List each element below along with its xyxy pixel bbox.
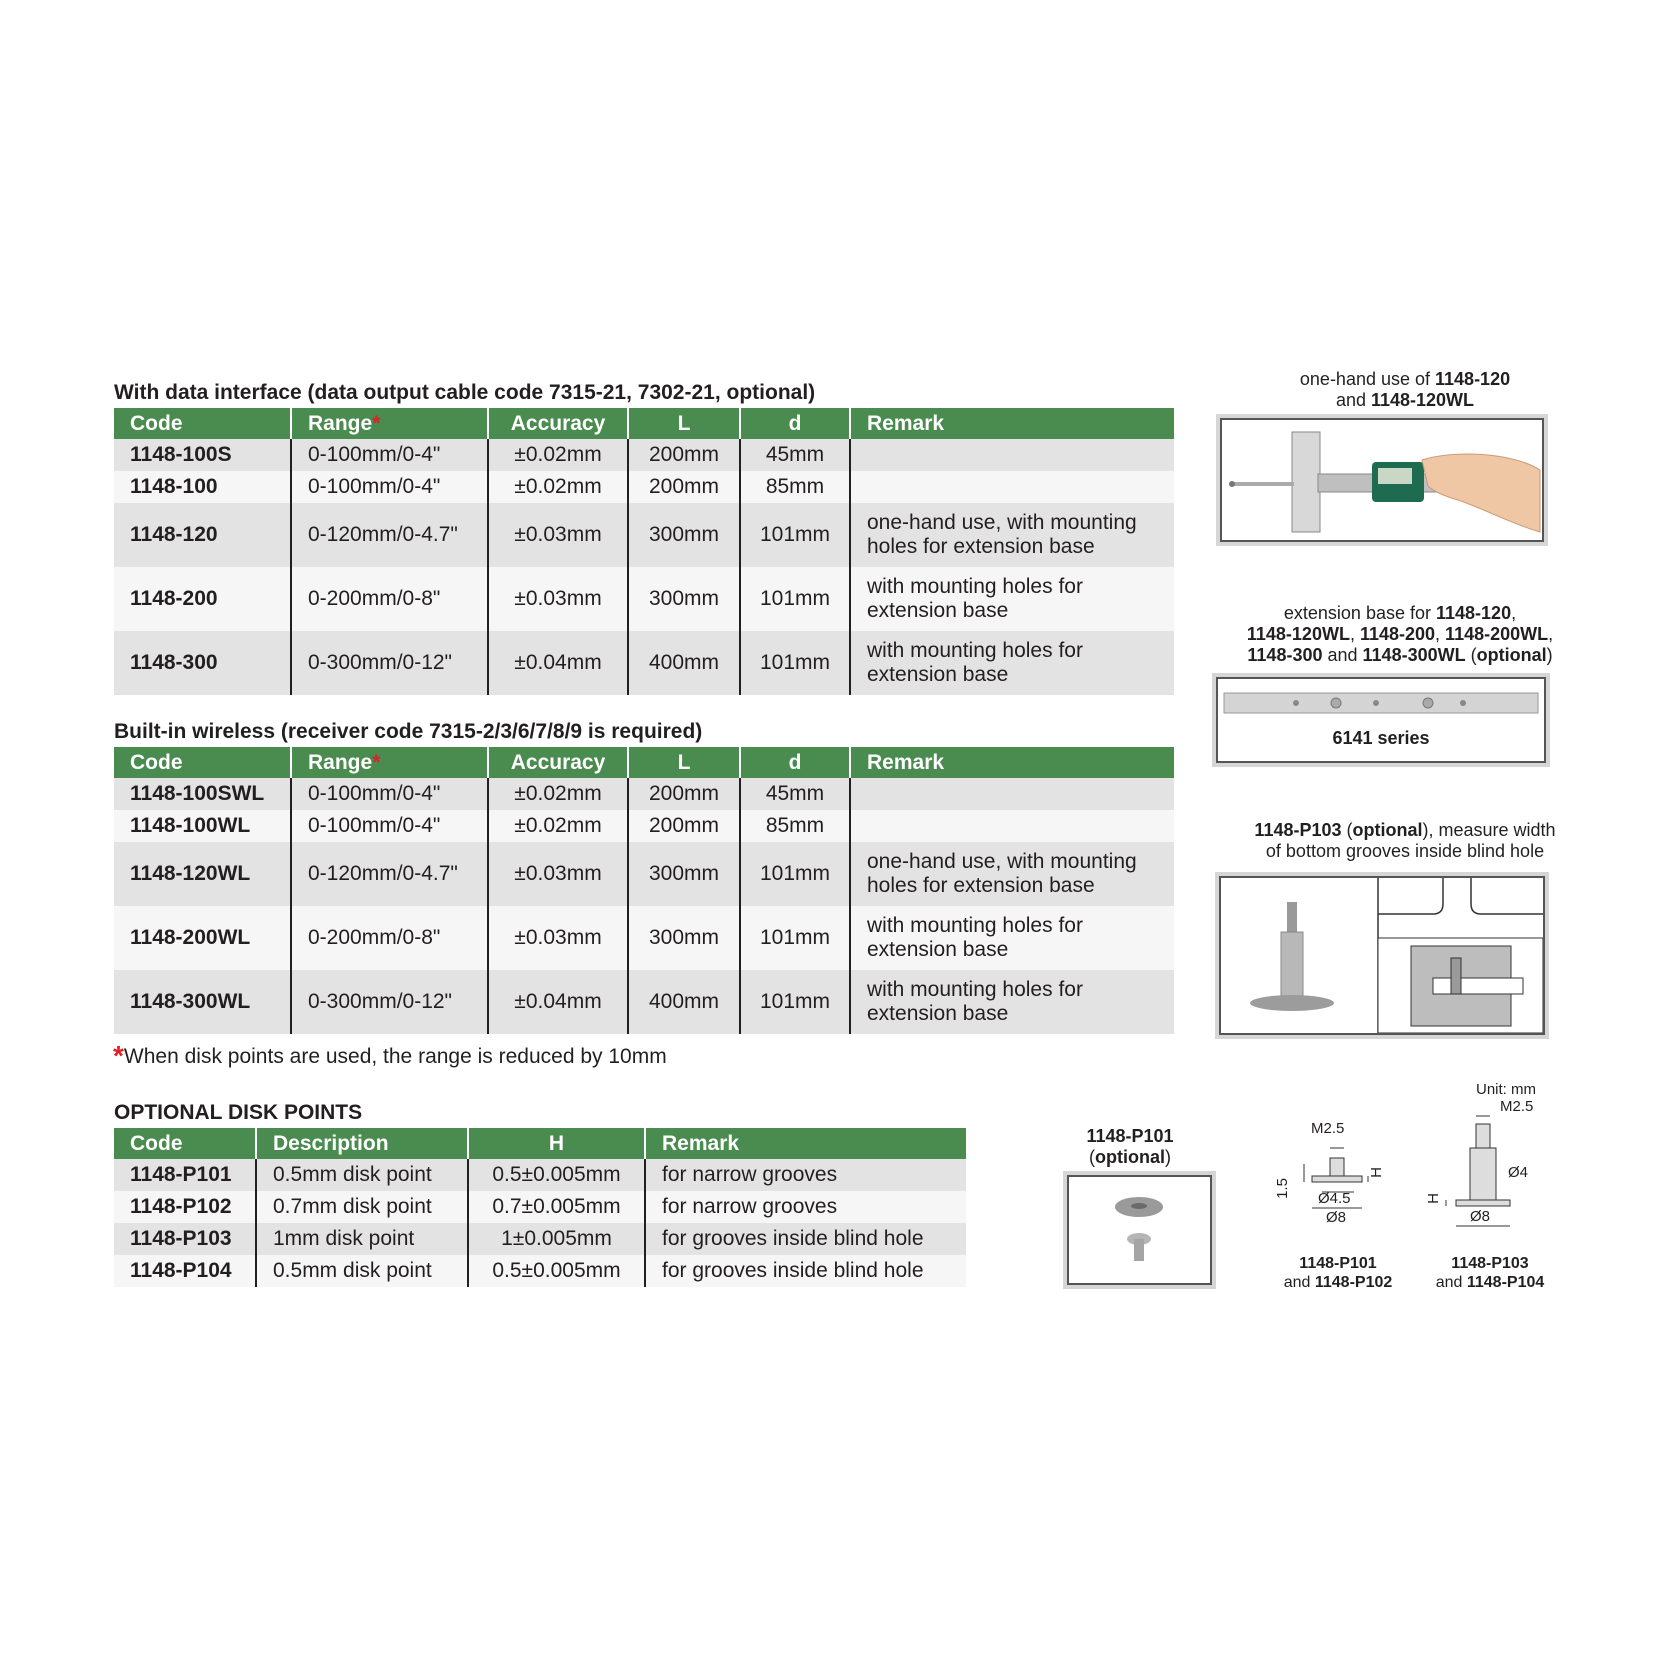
height-label: H xyxy=(1367,1167,1385,1178)
description-cell: 0.5mm disk point xyxy=(256,1255,468,1287)
disk-diameter-label: Ø8 xyxy=(1470,1208,1491,1225)
thread-label: M2.5 xyxy=(1500,1098,1534,1115)
code-cell: 1148-100WL xyxy=(114,810,291,842)
hand-icon xyxy=(1422,454,1540,532)
col-range: Range* xyxy=(291,747,488,778)
length-cell: 300mm xyxy=(628,906,740,970)
data-interface-table xyxy=(114,408,1174,695)
accuracy-cell: ±0.02mm xyxy=(488,810,628,842)
range-cell: 0-100mm/0-4" xyxy=(291,439,488,471)
accuracy-cell: ±0.04mm xyxy=(488,631,628,695)
thickness-label: 1.5 xyxy=(1273,1178,1291,1199)
disk-points-table xyxy=(114,1128,966,1287)
remark-cell: for narrow grooves xyxy=(645,1159,966,1191)
depth-cell: 101mm xyxy=(740,631,850,695)
extension-base-illustration xyxy=(1218,679,1544,719)
depth-cell: 45mm xyxy=(740,778,850,810)
data-interface-title: With data interface (data output cable code 7315-21, 7302-21, optional) xyxy=(114,381,816,404)
range-cell: 0-200mm/0-8" xyxy=(291,906,488,970)
depth-cell: 101mm xyxy=(740,970,850,1034)
length-cell: 300mm xyxy=(628,503,740,567)
table-row xyxy=(114,439,1174,471)
description-cell: 0.5mm disk point xyxy=(256,1159,468,1191)
table-header-row xyxy=(114,1128,966,1159)
length-cell: 200mm xyxy=(628,471,740,503)
code-cell: 1148-200WL xyxy=(114,906,291,970)
table-row xyxy=(114,970,1174,1034)
length-cell: 400mm xyxy=(628,970,740,1034)
table-row xyxy=(114,471,1174,503)
code-cell: 1148-100SWL xyxy=(114,778,291,810)
table-row xyxy=(114,567,1174,631)
table-header-row xyxy=(114,408,1174,439)
table-row xyxy=(114,810,1174,842)
onehand-caption: one-hand use of 1148-120 and 1148-120WL xyxy=(1299,369,1511,410)
remark-cell xyxy=(850,439,1174,471)
table-row xyxy=(114,1159,966,1191)
range-cell: 0-200mm/0-8" xyxy=(291,567,488,631)
unit-label: Unit: mm xyxy=(1476,1081,1536,1098)
remark-cell xyxy=(850,567,1174,631)
col-h: H xyxy=(468,1128,645,1159)
remark-line: one-hand use, with mounting xyxy=(867,511,1137,534)
disk-points-title: OPTIONAL DISK POINTS xyxy=(114,1101,363,1124)
code-cell: 1148-100S xyxy=(114,439,291,471)
extension-base-photo xyxy=(1216,677,1546,763)
col-remark: Remark xyxy=(850,747,1174,778)
remark-line: with mounting holes for xyxy=(867,575,1083,598)
accuracy-cell: ±0.02mm xyxy=(488,778,628,810)
range-cell: 0-300mm/0-12" xyxy=(291,970,488,1034)
p101-p102-drawing xyxy=(1273,1120,1398,1230)
accuracy-cell: ±0.03mm xyxy=(488,906,628,970)
required-marker: * xyxy=(372,750,381,774)
depth-cell: 45mm xyxy=(740,439,850,471)
remark-cell xyxy=(850,503,1174,567)
code-cell: 1148-P101 xyxy=(114,1159,256,1191)
remark-line: extension base xyxy=(867,663,1009,686)
description-cell: 0.7mm disk point xyxy=(256,1191,468,1223)
lcd-display xyxy=(1378,468,1412,484)
range-cell: 0-100mm/0-4" xyxy=(291,810,488,842)
extension-series-label: 6141 series xyxy=(1332,728,1430,748)
range-cell: 0-300mm/0-12" xyxy=(291,631,488,695)
range-cell: 0-100mm/0-4" xyxy=(291,778,488,810)
depth-cell: 101mm xyxy=(740,842,850,906)
table-row xyxy=(114,906,1174,970)
p103-illustration xyxy=(1219,876,1545,1035)
footnote-text: When disk points are used, the range is reduced by 10mm xyxy=(123,1045,667,1068)
code-cell: 1148-P104 xyxy=(114,1255,256,1287)
col-d: d xyxy=(740,747,850,778)
depth-cell: 85mm xyxy=(740,810,850,842)
table-row xyxy=(114,631,1174,695)
remark-cell xyxy=(850,970,1174,1034)
accuracy-cell: ±0.02mm xyxy=(488,471,628,503)
accuracy-cell: ±0.03mm xyxy=(488,842,628,906)
col-remark: Remark xyxy=(645,1128,966,1159)
code-cell: 1148-P103 xyxy=(114,1223,256,1255)
remark-cell xyxy=(850,906,1174,970)
table-row xyxy=(114,503,1174,567)
remark-cell xyxy=(850,810,1174,842)
height-label: H xyxy=(1424,1193,1442,1204)
p101-photo-caption: 1148-P101 (optional) xyxy=(1086,1126,1174,1167)
code-cell: 1148-120WL xyxy=(114,842,291,906)
col-accuracy: Accuracy xyxy=(488,408,628,439)
accuracy-cell: ±0.03mm xyxy=(488,503,628,567)
table-row xyxy=(114,1191,966,1223)
disk-diameter-label: Ø8 xyxy=(1326,1209,1347,1226)
shank-diameter-label: Ø4 xyxy=(1508,1164,1529,1181)
table-header-row xyxy=(114,747,1174,778)
thread-label: M2.5 xyxy=(1311,1120,1345,1137)
p103-p104-drawing xyxy=(1420,1098,1550,1238)
wireless-table xyxy=(114,747,1174,1034)
p103-p104-caption: 1148-P103 and 1148-P104 xyxy=(1435,1255,1545,1291)
accuracy-cell: ±0.02mm xyxy=(488,439,628,471)
depth-cell: 101mm xyxy=(740,567,850,631)
range-cell: 0-100mm/0-4" xyxy=(291,471,488,503)
onehand-photo xyxy=(1220,418,1544,542)
length-cell: 200mm xyxy=(628,810,740,842)
wireless-title: Built-in wireless (receiver code 7315-2/3/6/7/8/9 is required) xyxy=(114,720,703,743)
p101-p102-caption: 1148-P101 and 1148-P102 xyxy=(1283,1255,1393,1291)
col-accuracy: Accuracy xyxy=(488,747,628,778)
col-remark: Remark xyxy=(850,408,1174,439)
hub-diameter-label: Ø4.5 xyxy=(1318,1190,1351,1207)
col-code: Code xyxy=(114,1128,256,1159)
code-cell: 1148-P102 xyxy=(114,1191,256,1223)
table-row xyxy=(114,1223,966,1255)
code-cell: 1148-120 xyxy=(114,503,291,567)
h-cell: 0.7±0.005mm xyxy=(468,1191,645,1223)
disk-point-illustration xyxy=(1069,1177,1210,1283)
remark-line: with mounting holes for xyxy=(867,639,1083,662)
accuracy-cell: ±0.04mm xyxy=(488,970,628,1034)
depth-cell: 101mm xyxy=(740,906,850,970)
remark-line: extension base xyxy=(867,938,1009,961)
table-row xyxy=(114,842,1174,906)
length-cell: 200mm xyxy=(628,439,740,471)
remark-line: extension base xyxy=(867,1002,1009,1025)
col-d: d xyxy=(740,408,850,439)
remark-line: one-hand use, with mounting xyxy=(867,850,1137,873)
footnote-marker: * xyxy=(113,1040,124,1071)
code-cell: 1148-100 xyxy=(114,471,291,503)
col-code: Code xyxy=(114,747,291,778)
h-cell: 0.5±0.005mm xyxy=(468,1159,645,1191)
length-cell: 200mm xyxy=(628,778,740,810)
length-cell: 400mm xyxy=(628,631,740,695)
length-cell: 300mm xyxy=(628,842,740,906)
col-description: Description xyxy=(256,1128,468,1159)
code-cell: 1148-300 xyxy=(114,631,291,695)
remark-cell xyxy=(850,471,1174,503)
remark-cell: for grooves inside blind hole xyxy=(645,1223,966,1255)
p103-caption: 1148-P103 (optional), measure width of bottom grooves inside blind hole xyxy=(1254,820,1556,861)
range-cell: 0-120mm/0-4.7" xyxy=(291,503,488,567)
h-cell: 1±0.005mm xyxy=(468,1223,645,1255)
code-cell: 1148-200 xyxy=(114,567,291,631)
remark-cell: for narrow grooves xyxy=(645,1191,966,1223)
range-cell: 0-120mm/0-4.7" xyxy=(291,842,488,906)
blind-hole-diagram xyxy=(1221,878,1543,1033)
footnote xyxy=(113,1040,667,1072)
depth-cell: 101mm xyxy=(740,503,850,567)
depth-cell: 85mm xyxy=(740,471,850,503)
depth-caliper-illustration xyxy=(1222,420,1542,540)
required-marker: * xyxy=(372,411,381,435)
remark-cell xyxy=(850,778,1174,810)
col-code: Code xyxy=(114,408,291,439)
col-l: L xyxy=(628,747,740,778)
col-l: L xyxy=(628,408,740,439)
description-cell: 1mm disk point xyxy=(256,1223,468,1255)
table-row xyxy=(114,1255,966,1287)
remark-line: with mounting holes for xyxy=(867,978,1083,1001)
p101-photo xyxy=(1067,1175,1212,1285)
remark-cell xyxy=(850,842,1174,906)
remark-cell xyxy=(850,631,1174,695)
remark-cell: for grooves inside blind hole xyxy=(645,1255,966,1287)
table-row xyxy=(114,778,1174,810)
remark-line: with mounting holes for xyxy=(867,914,1083,937)
col-range: Range* xyxy=(291,408,488,439)
remark-line: holes for extension base xyxy=(867,535,1095,558)
accuracy-cell: ±0.03mm xyxy=(488,567,628,631)
length-cell: 300mm xyxy=(628,567,740,631)
h-cell: 0.5±0.005mm xyxy=(468,1255,645,1287)
code-cell: 1148-300WL xyxy=(114,970,291,1034)
remark-line: holes for extension base xyxy=(867,874,1095,897)
extension-caption: extension base for 1148-120, 1148-120WL, 1148-200, 1148-200WL, 1148-300 and 1148-300WL (optional) xyxy=(1246,603,1554,665)
remark-line: extension base xyxy=(867,599,1009,622)
